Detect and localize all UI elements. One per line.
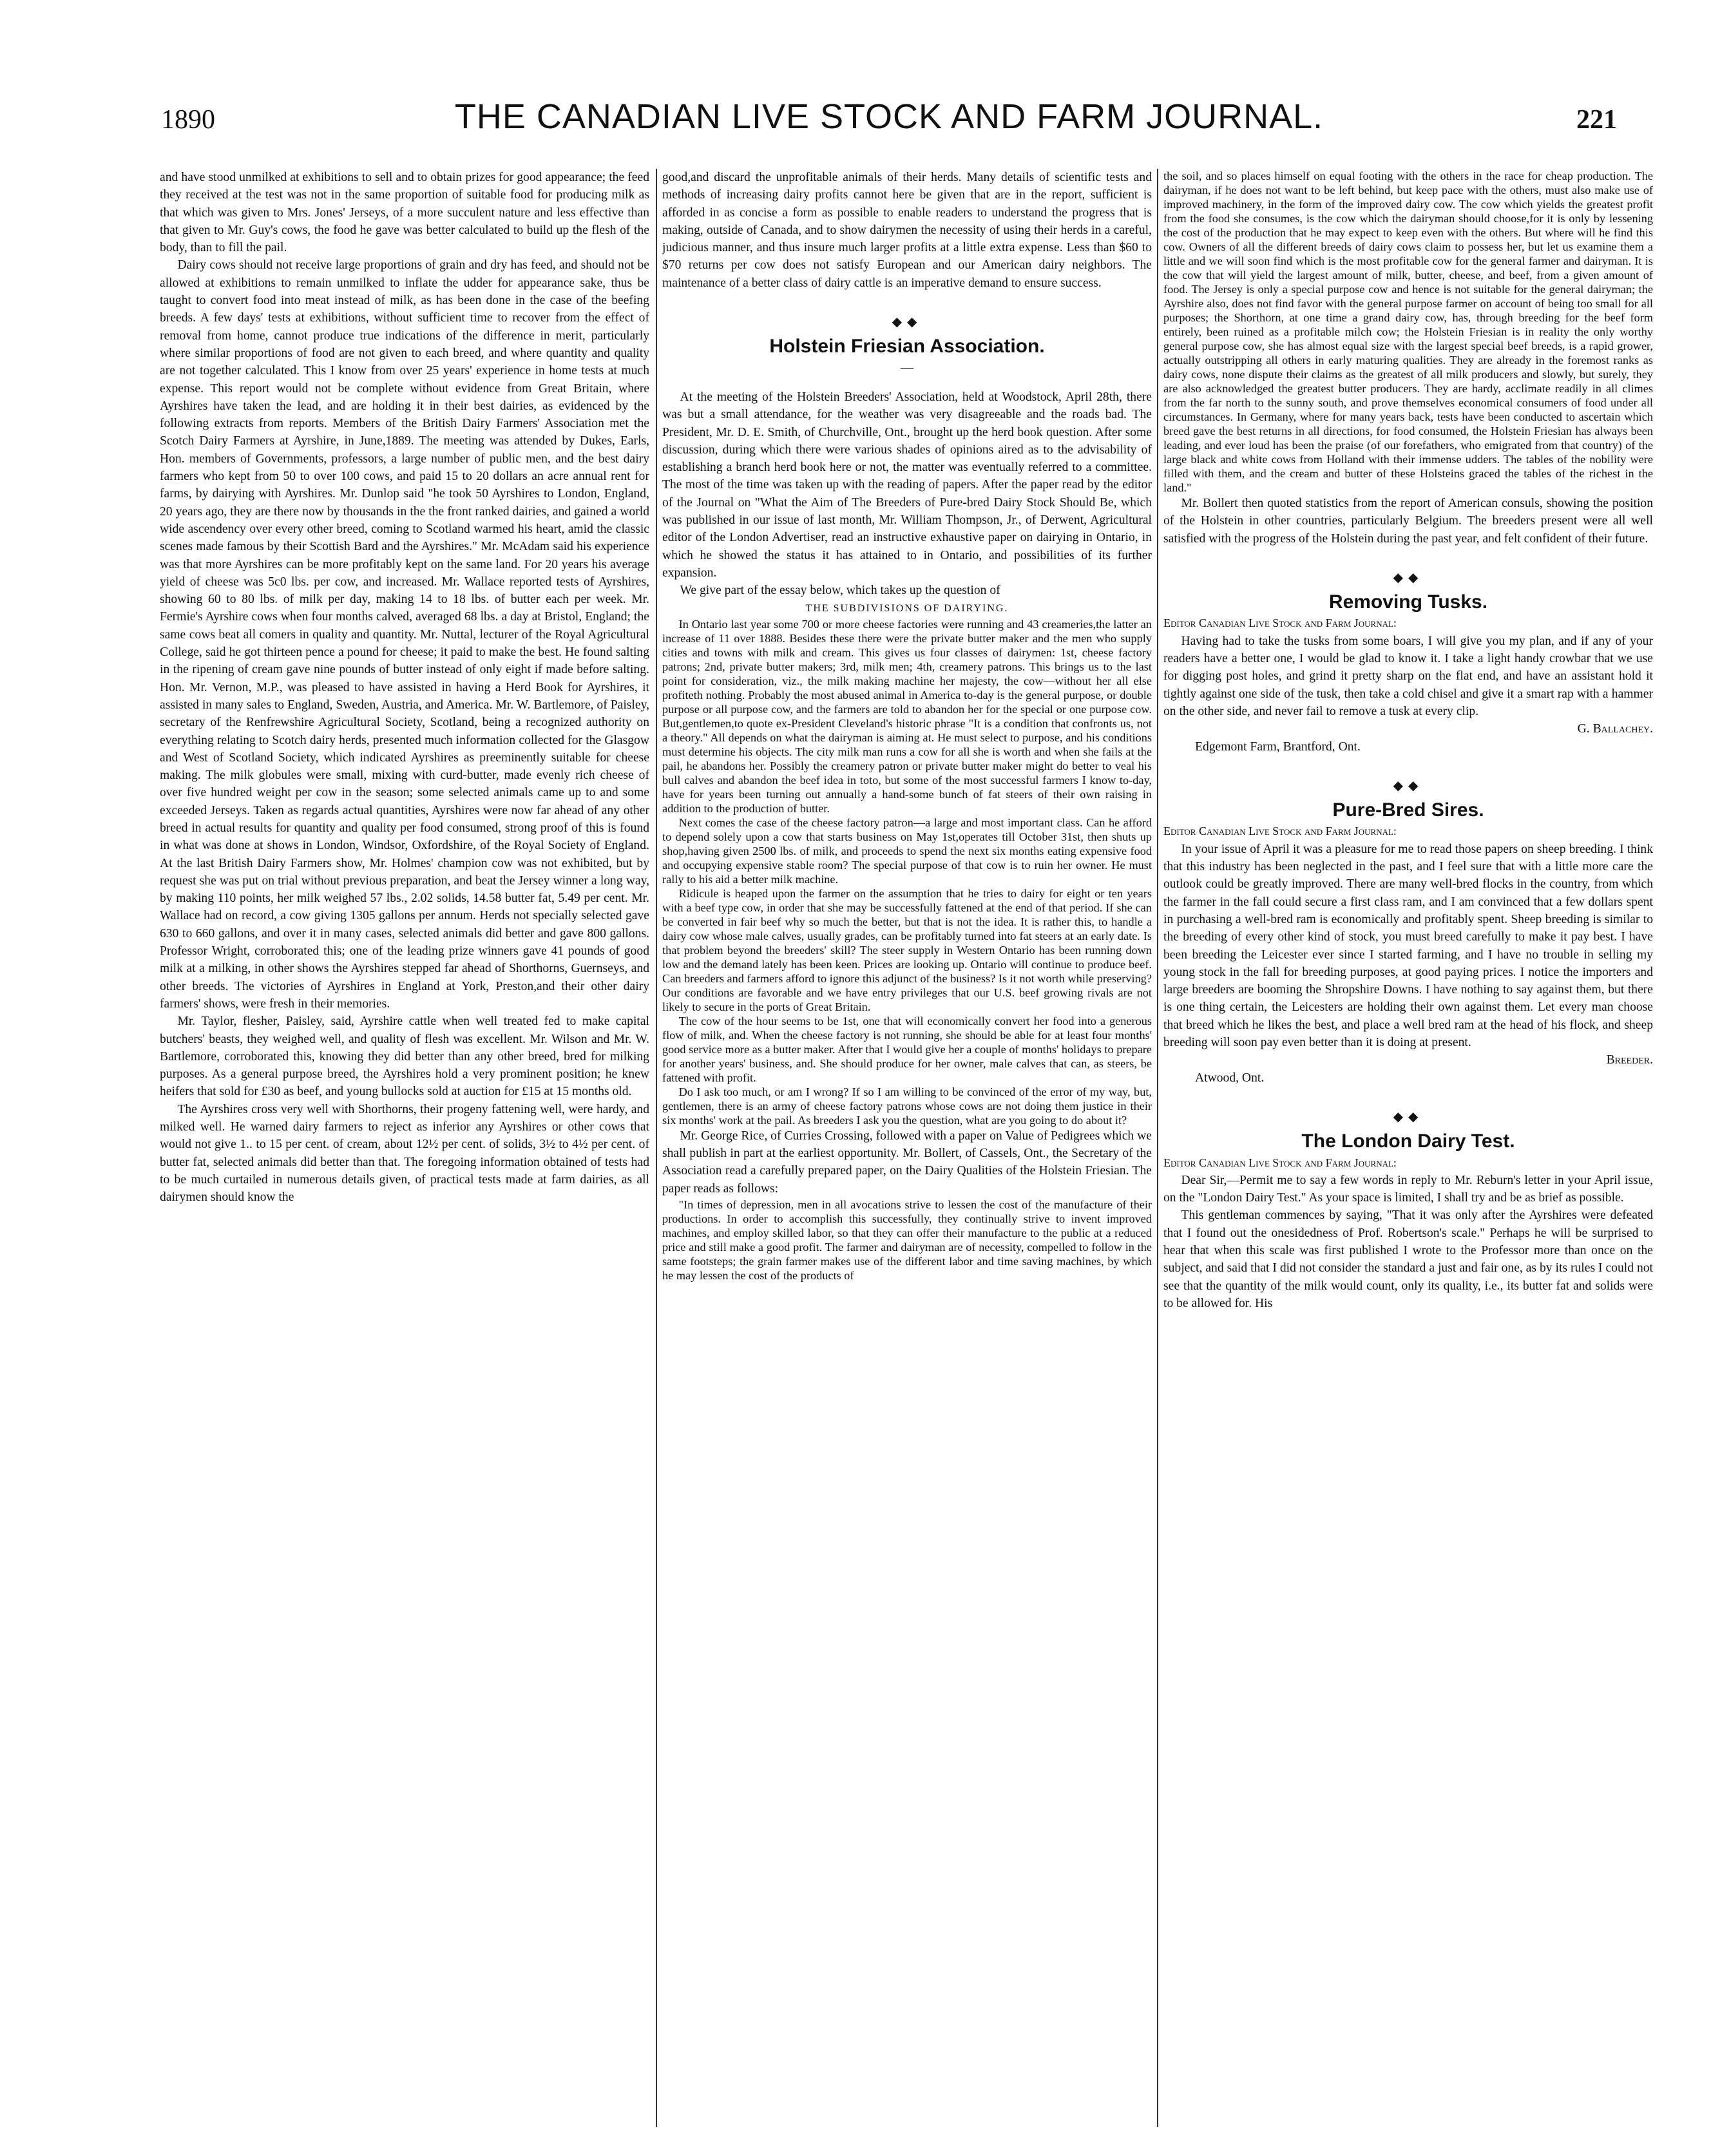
heading-divider: — [901, 360, 913, 375]
article-heading-tusks: Removing Tusks. [1328, 591, 1488, 613]
paragraph: good,and discard the unprofitable animals of their herds. Many details of scientific tests and methods of increasing dairy profits cannot here be given that are in the report, sufficient is afforded in as concise a form as possible to enable readers to understand the progress that is making, outside of Canada, and to show dairymen the necessity of using their herds in a careful, judicious manner, and thus insure much larger profits at a little extra expense. Less than $60 to $70 returns per cow does not satisfy European and our American dairy neighbors. The maintenance of a better class of dairy cattle is an imperative demand to ensure success. [662, 171, 1152, 290]
journal-title: THE CANADIAN LIVE STOCK AND FARM JOURNAL. [454, 97, 1324, 136]
section-ornament: ◆◆ [1393, 570, 1424, 585]
paragraph: In your issue of April it was a pleasure for me to read those papers on sheep breeding. I think that this industry has been neglected in the past, and I feel sure that with a little more care the outlook could be greatly improved. There are many well-bred flocks in the country, from which the farmer in the fall could secure a first class ram, and I am convinced that a few dollars spent in purchasing a well-bred ram is economically and profitably spent. Sheep breeding is similar to the breeding of every other kind of stock, you must breed carefully to make it pay best. I have been breeding the Leicester ever since I started farming, and I have no trouble in selling my young stock in the fall for breeding purposes, at good paying prices. I notice the importers and large breeders are booming the Shropshire Downs. I have nothing to say against them, but there is one thing certain, the Leicesters are holding their own against them. Let every man choose that breed which he likes the best, and place a well bred ram at the head of his flock, and sheep breeding will soon pay even better than it is doing at present. [1163, 842, 1653, 1050]
page-number: 221 [1576, 105, 1617, 135]
paragraph: In Ontario last year some 700 or more cheese factories were running and 43 creameries,the latter an increase of 11 over 1888. Besides these there were the private butter maker and the men who supply cities and towns with milk and cream. This gives us four classes of dairymen: 1st, cheese factory patrons; 2nd, private butter makers; 3rd, milk men; 4th, creamery patrons. This brings us to the last point for consideration, viz., the milk making machine her majesty, the cow—without her all else profiteth nothing. Probably the most abused animal in America to-day is the general purpose, or double purpose or all purpose cow, and the farmers are told to abandon her for the special or one purpose cow. But,gentlemen,to quote ex-President Cleveland's historic phrase "It is a condition that confronts us, not a theory." All depends on what the dairyman is aiming at. He must select to purpose, and his conditions must determine his objects. The city milk man runs a cow for all she is worth and when she fails at the pail, he abandons her. Possibly the creamery patron or private butter maker might do better to veal his bull calves and abandon the beef idea in toto, but some of the most successful farmers I know to-day, have for years been turning out annually a hand-some bunch of fat steers of their own raising in addition to the production of butter. [662, 617, 1152, 815]
section-ornament: ◆◆ [892, 315, 922, 330]
paragraph: The cow of the hour seems to be 1st, one that will economically convert her food into a generous flow of milk, and. When the cheese factory is not running, she should be able for at least four months' good service more as a butter maker. After that I would give her a couple of months' holidays to prepare for another years' business, and. She should produce for her owner, male calves that can, as steers, be fattened with profit. [662, 1014, 1152, 1084]
article-heading-london-test: The London Dairy Test. [1301, 1130, 1515, 1152]
editor-salutation: Editor Canadian Live Stock and Farm Journal: [1163, 616, 1397, 630]
paragraph: We give part of the essay below, which takes up the question of [680, 584, 1000, 598]
paragraph: Dairy cows should not receive large proportions of grain and dry has feed, and should not be allowed at exhibitions to remain unmilked to inflate the udder for appearance sake, thus be taught to convert food into meat instead of milk, as has been done in the case of the beefing breeds. A few days' tests at exhibitions, without sufficient time to recover from the effect of removal from home, cannot produce true indications of the difference in merit, particularly where similar proportions of food are not given to each breed, and where quantity and quality are not together calculated. This I know from over 25 years' experience in home tests at much expense. This report would not be complete without evidence from Great Britain, where Ayrshires have taken the lead, and are holding it in their best dairies, as evidenced by the following extracts from reports. Members of the British Dairy Farmers' Association met the Scotch Dairy Farmers at Ayrshire, in June,1889. The meeting was attended by Dukes, Earls, Hon. members of Governments, professors, a large number of public men, and the best dairy farmers who kept from 50 to over 100 cows, and paid 15 to 20 dollars an acre annual rent for farms, by dairying with Ayrshires. Mr. Dunlop said "he took 50 Ayrshires to London, England, 20 years ago, they are there now by thousands in the the front ranked dairies, and gained a world wide ascendency over every other breed, coming to Scotland warmed his heart, amid the classic scenes made famous by their Scottish Bard and the Ayrshires." Mr. McAdam said his experience was that more Ayrshires can be more profitably kept on the same land. For 20 years his average yield of cheese was 5c0 lbs. per cow, and increased. Mr. Wallace reported tests of Ayrshires, showing 60 to 80 lbs. of milk per day, making 14 to 18 lbs. of butter each per week. Mr. Fermie's Ayrshire cows when four months calved, averaged 68 lbs. a day at Bristol, England; the same cows beat all comers in quality and quantity. Mr. Nuttal, lecturer of the Royal Agricultural College, said he got thirteen pence a pound for cheese; it paid to make the best. He found salting in the ripening of cream gave nine pounds of butter instead of only eight if made before salting. Hon. Mr. Vernon, M.P., was pleased to have assisted in having a Herd Book for Ayrshires, it assisted in many sales to England, Sweden, Austria, and America. Mr. W. Bartlemore, of Paisley, secretary of the Renfrewshire Agricultural Society, Scotland, being a recognized authority on everything relating to Scotch dairy herds, presented much information collected for the Glasgow and West of Scotland Society, which indicated Ayrshires as preeminently suitable for cheese making. The milk globules were small, mixing with curd-butter, made evenly rich cheese of over five hundred weight per cow in the season; some selected animals came up to and some exceeded Jerseys. Taken as regards actual quantities, Ayrshires were now far ahead of any other breed in actual results for quantity and quality per food consumed, strong proof of this is found in what was done at shows in London, Windsor, Oxfordshire, of the Royal Society of England. At the last British Dairy Farmers show, Mr. Holmes' champion cow was not exhibited, but by request she was put on trial without previous preparation, and beat the Jersey winner a long way, by making 110 points, her milk weighed 57 lbs., 2.02 solids, 14.58 butter fat, 5.49 per cent. Mr. Wallace had on record, a cow giving 1305 gallons per annum. Herds not specially selected gave 630 to 660 gallons, and over it in many cases, selected animals did better and gave 800 gallons. Professor Wright, corroborated this; one of the leading prize winners gave 41 pounds of good milk at a milking, in other shows the Ayrshires stepped far ahead of Shorthorns, Guernseys, and other breeds. The victories of Ayrshires in England at York, Preston,and their other dairy farmers' shows, were fresh in their memories. [160, 258, 649, 1011]
paragraph: Ridicule is heaped upon the farmer on the assumption that he tries to dairy for eight or ten years with a beef type cow, in order that she may be successfully fattened at the end of that period. If she can be converted in fair beef why so much the better, but that is not the idea. It is rather this, to handle a dairy cow whose male calves, usually grades, can be profitably turned into fat steers at an early date. Is that problem beyond the breeders' skill? The steer supply in Western Ontario has been running down low and the demand lately has been keen. Prices are looking up. Ontario will continue to produce beef. Can breeders and farmers afford to ignore this adjunct of the business? Is it not worth while preserving? Our conditions are favorable and we have entry privileges that our U.S. beef growing rivals are not likely to secure in the ports of Great Britain. [662, 886, 1152, 1013]
paragraph: the soil, and so places himself on equal footing with the others in the race for cheap production. The dairyman, if he does not want to be left behind, but keep pace with the others, must also make use of improved machinery, in the form of the improved dairy cow. The cow which yields the greatest profit from the food she consumes, is the cow which the dairyman should choose,for it is only by lessening the cost of the production that he may expect to keep even with the others. But where will he find this cow. Owners of all the different breeds of dairy cows claim to possess her, but let us examine them a little and we will soon find which is the most profitable cow for the general farmer and dairyman. It is the cow that will yield the largest amount of milk, butter, cheese, and beef, from a given amount of food. The Jersey is only a special purpose cow and hence is not suitable for the general dairyman; the Ayrshire also, does not find favor with the general purpose farmer on account of being too small for all purposes; the Shorthorn, at one time a grand dairy cow, has, through breeding for the beef form entirely, been ruined as a profitable milch cow; the Holstein Friesian is in reality the only worthy general purpose cow, she has almost equal size with the largest special beef breeds, is a rapid grower, actually outstripping all others in early maturing qualities. They are already in the foremost ranks as dairy cows, none dispute their claims as the greatest of all milk producers and slowly, but surely, they are also acknowledged the greatest butter producers. They are hardy, acclimate readily in all climes from the far north to the sunny south, and prove themselves economical consumers of food under all circumstances. In Germany, where for many years back, tests have been conducted to ascertain which breed gave the best returns in all directions, for food consumed, the Holstein Friesian has always been leading, and ever loud has been the praise (of our forefathers, who emigrated from that country) of the large black and white cows from Holland with their immense udders. The tables of the nobility were filled with them, and the cream and butter of these Holsteins graced the tables of the richest in the land." [1163, 169, 1653, 494]
signature-place: Edgemont Farm, Brantford, Ont. [1195, 739, 1361, 754]
section-ornament: ◆◆ [1393, 778, 1424, 793]
paragraph: Mr. Bollert then quoted statistics from the report of American consuls, showing the position of the Holstein in other countries, particularly Belgium. The breeders present were all well satisfied with the progress of the Holstein during the past year, and felt confident of their future. [1163, 497, 1653, 546]
signature: G. Ballachey. [1577, 722, 1653, 736]
paragraph: Next comes the case of the cheese factory patron—a large and most important class. Can he afford to depend solely upon a cow that starts business on May 1st,operates till October 31st, then shuts up shop,having given 2500 lbs. of milk, and proceeds to spend the next six months eating expensive food and occupying expensive stable room? The special purpose of that cow is to ruin her owner. He must rally to his aid a better milk machine. [662, 816, 1152, 886]
editor-salutation: Editor Canadian Live Stock and Farm Journal: [1163, 825, 1397, 838]
paragraph: At the meeting of the Holstein Breeders' Association, held at Woodstock, April 28th, there was but a small attendance, for the weather was very disagreeable and the roads bad. The President, Mr. D. E. Smith, of Churchville, Ont., brought up the herd book question. After some discussion, during which there were various shades of opinions aired as to the advisability of establishing a branch herd book here or not, the matter was eventually referred to a committee. The most of the time was taken up with the reading of papers. After the paper read by the editor of the Journal on "What the Aim of The Breeders of Pure-bred Dairy Stock Should Be, which was published in our issue of last month, Mr. William Thompson, Jr., of Derwent, Agricultural editor of the London Advertiser, read an instructive exhaustive paper on dairying in Ontario, in which he showed the status it has attained to in Ontario, and possibilities of its further expansion. [662, 390, 1152, 580]
paragraph: This gentleman commences by saying, "That it was only after the Ayrshires were defeated that I found out the onesidedness of Prof. Robertson's scale." Perhaps he will be surprised to hear that when this scale was first published I wrote to the Professor more than once on the subject, and said that I did not consider the standard a just and fair one, as by its rules I could not see that the quantity of the milk would count, only its quality, i.e., its butter fat and solids were to be allowed for. His [1163, 1208, 1653, 1310]
column-2 [662, 169, 1152, 2127]
paragraph: The Ayrshires cross very well with Shorthorns, their progeny fattening well, were hardy, and milked well. He warned dairy farmers to reject as inferior any Ayrshires or other cows that would not give 1.. to 15 per cent. of cream, about 12½ per cent. of solids, 3½ to 4½ per cent. of butter fat, selected animals did better than that. The foregoing information obtained of tests had to be much curtailed in numerous details given, of practical tests made at farm dairies, as all dairymen should know the [160, 1102, 649, 1205]
column-3 [1163, 169, 1653, 2127]
paragraph: Dear Sir,—Permit me to say a few words in reply to Mr. Reburn's letter in your April issue, on the "London Dairy Test." As your space is limited, I shall try and be as brief as possible. [1163, 1173, 1653, 1205]
year: 1890 [161, 105, 215, 135]
section-ornament: ◆◆ [1393, 1109, 1424, 1124]
paragraph: and have stood unmilked at exhibitions to sell and to obtain prizes for good appearance; the feed they received at the test was not in the same proportion of suitable food for producing milk as that which was given to Mrs. Jones' Jerseys, of a more succulent nature and less effective than that given to Mr. Guy's cows, the food he gave was better calculated to build up the flesh of the body, than to fill the pail. [160, 171, 649, 255]
signature: Breeder. [1606, 1053, 1653, 1067]
column-rule-1 [656, 169, 657, 2127]
paragraph: Having had to take the tusks from some boars, I will give you my plan, and if any of your readers have a better one, I would be glad to know it. I take a light handy crowbar that we use for digging post holes, and grind it pretty sharp on the flat end, and have an assistant hold it tightly against one side of the tusk, then take a cold chisel and give it a smart rap with a hammer on the other side, and never fail to remove a tusk at every clip. [1163, 634, 1653, 718]
subheading: THE SUBDIVISIONS OF DAIRYING. [805, 602, 1009, 614]
column-rule-2 [1157, 169, 1158, 2127]
column-1 [160, 169, 649, 2127]
paragraph: Mr. Taylor, flesher, Paisley, said, Ayrshire cattle when well treated fed to make capital butchers' beasts, they weighed well, and quality of flesh was excellent. Mr. Wilson and Mr. W. Bartlemore, corroborated this, knowing they did better than any other breed, bred for milking purposes. As a general purpose breed, the Ayrshires hold a very prominent position; he knew heifers that sold for £30 as beef, and young bullocks sold at auction for £15 at 15 months old. [160, 1015, 649, 1099]
paragraph: Mr. George Rice, of Curries Crossing, followed with a paper on Value of Pedigrees which we shall publish in part at the earliest opportunity. Mr. Bollert, of Cassels, Ont., the Secretary of the Association read a carefully prepared paper, on the Dairy Qualities of the Holstein Friesian. The paper reads as follows: [662, 1129, 1152, 1196]
paragraph: "In times of depression, men in all avocations strive to lessen the cost of the manufacture of their productions. In order to accomplish this successfully, they continually strive to invent improved machines, and employ skilled labor, so that they can offer their manufacture to the public at a reduced price and still make a good profit. The farmer and dairyman are of necessity, compelled to follow in the same footsteps; the grain farmer makes use of the different labor and time saving machines, by which he may lessen the cost of the products of [662, 1198, 1152, 1283]
signature-place: Atwood, Ont. [1195, 1071, 1265, 1085]
editor-salutation: Editor Canadian Live Stock and Farm Journal: [1163, 1156, 1397, 1169]
paragraph: Do I ask too much, or am I wrong? If so I am willing to be convinced of the error of my way, but, gentlemen, there is an army of cheese factory patrons whose cows are not doing them justice in their six months' work at the pail. As breeders I ask you the question, what are you going to do about it? [662, 1085, 1152, 1127]
article-heading-holstein: Holstein Friesian Association. [769, 336, 1045, 358]
page-header [161, 97, 1617, 142]
article-heading-sires: Pure-Bred Sires. [1332, 799, 1484, 821]
